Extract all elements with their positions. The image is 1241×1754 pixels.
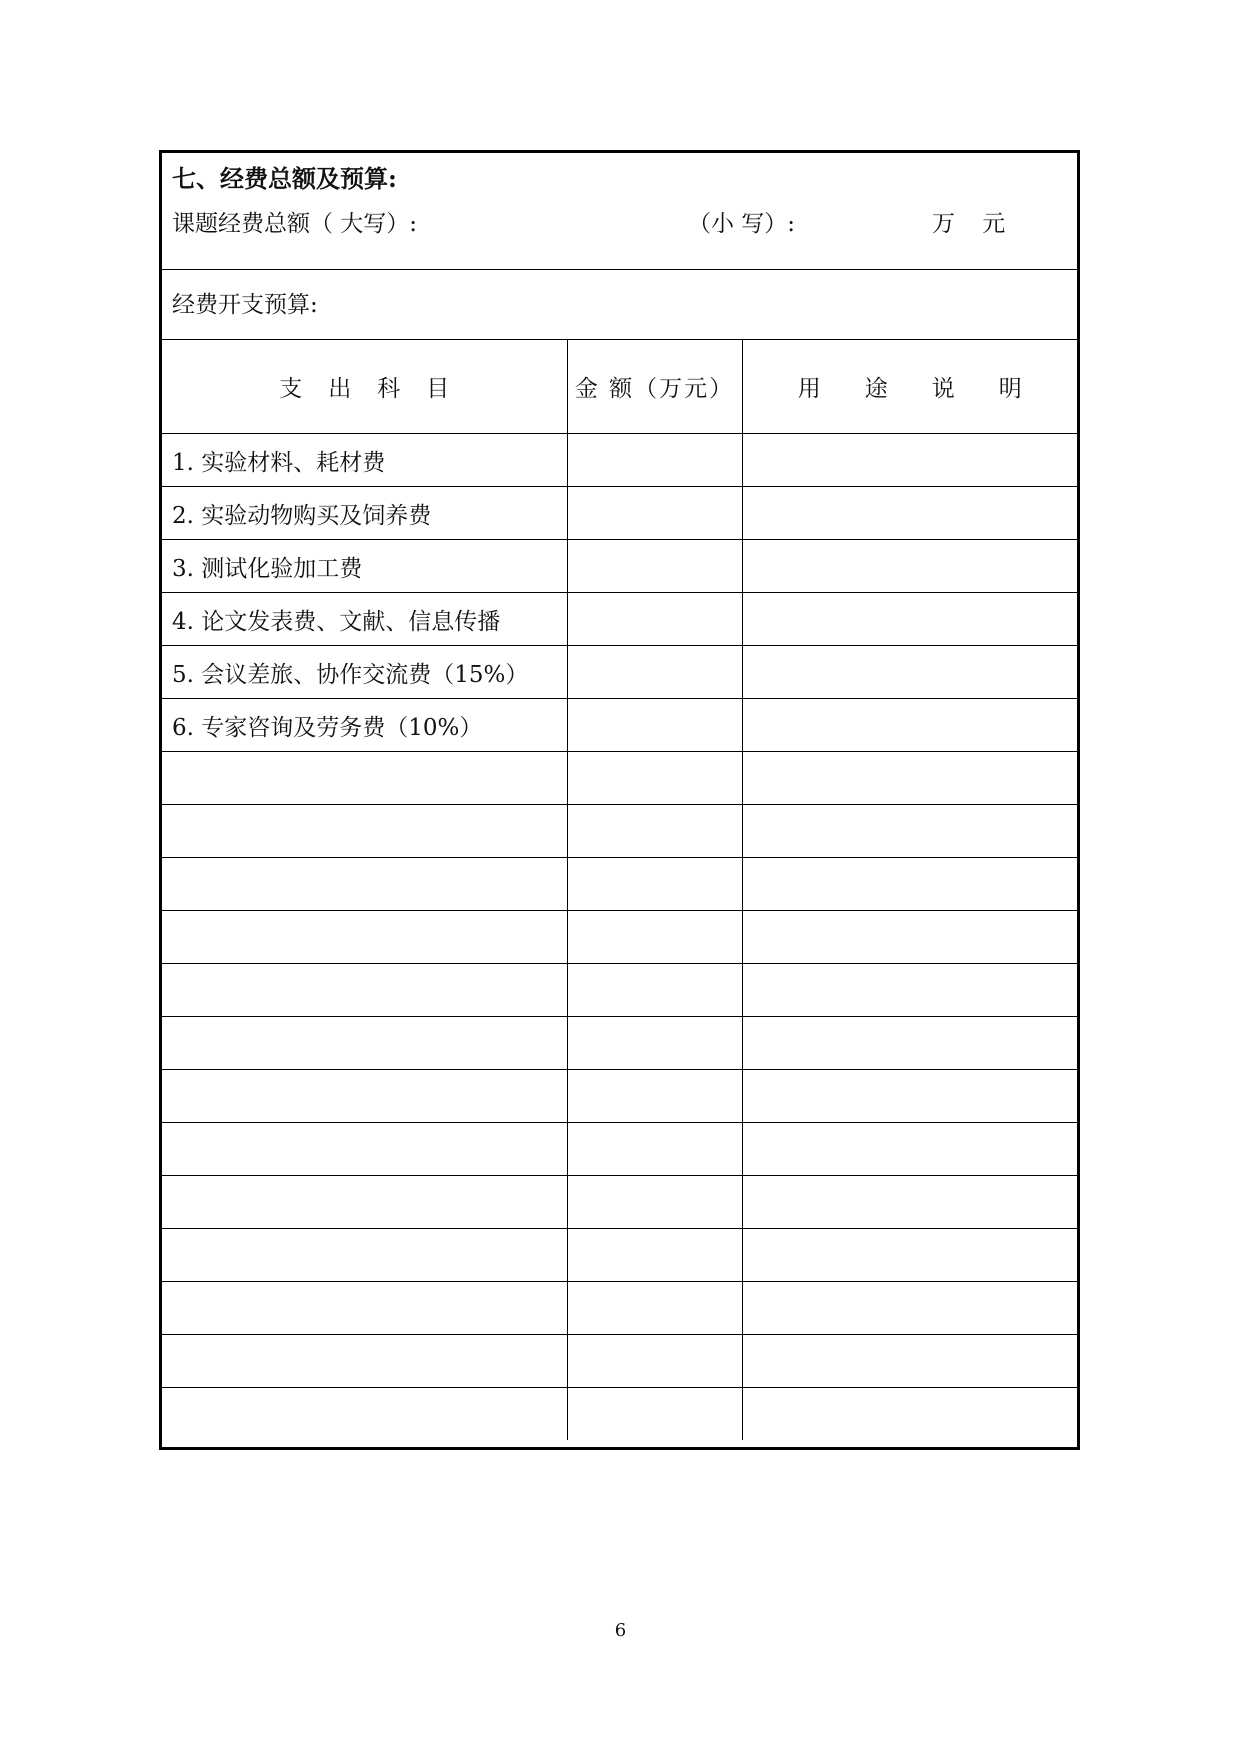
header-expense-item: 支出科目 [162,340,567,434]
expense-item-cell [162,964,567,1017]
expense-item-cell [162,1017,567,1070]
table-row [162,1282,1077,1335]
header-amount: 金 额（万元） [567,340,742,434]
amount-cell[interactable] [567,1388,742,1441]
expense-item-cell [162,1388,567,1441]
usage-cell[interactable] [742,1388,1077,1441]
usage-cell[interactable] [742,593,1077,646]
expense-item-cell [162,805,567,858]
expense-item-cell [162,1282,567,1335]
amount-cell[interactable] [567,699,742,752]
usage-cell[interactable] [742,1176,1077,1229]
amount-cell[interactable] [567,1335,742,1388]
funding-total-row [172,205,1062,237]
amount-cell[interactable] [567,1017,742,1070]
expense-item-cell: 1. 实验材料、耗材费 [162,434,567,487]
expense-item-cell: 6. 专家咨询及劳务费（10%） [162,699,567,752]
usage-cell[interactable] [742,1282,1077,1335]
expense-item-cell [162,752,567,805]
budget-form [159,150,1080,1450]
expense-item-cell: 4. 论文发表费、文献、信息传播 [162,593,567,646]
table-row [162,911,1077,964]
amount-cell[interactable] [567,1070,742,1123]
usage-cell[interactable] [742,540,1077,593]
usage-cell[interactable] [742,646,1077,699]
amount-cell[interactable] [567,1123,742,1176]
amount-cell[interactable] [567,805,742,858]
table-row [162,699,1077,752]
amount-cell[interactable] [567,434,742,487]
amount-cell[interactable] [567,752,742,805]
table-row [162,540,1077,593]
amount-cell[interactable] [567,646,742,699]
amount-cell[interactable] [567,1282,742,1335]
table-row [162,434,1077,487]
table-row [162,487,1077,540]
usage-cell[interactable] [742,434,1077,487]
budget-label: 经费开支预算: [172,292,318,318]
amount-cell[interactable] [567,540,742,593]
table-row [162,1335,1077,1388]
header-usage: 用途说明 [742,340,1077,434]
usage-cell[interactable] [742,1123,1077,1176]
table-header-row [162,340,1077,434]
usage-cell[interactable] [742,1017,1077,1070]
table-row [162,1123,1077,1176]
budget-subsection [162,270,1077,340]
expense-item-cell [162,1123,567,1176]
table-row [162,646,1077,699]
amount-cell[interactable] [567,487,742,540]
table-row [162,1388,1077,1441]
usage-cell[interactable] [742,805,1077,858]
expense-item-cell [162,1070,567,1123]
amount-cell[interactable] [567,593,742,646]
table-row [162,858,1077,911]
usage-cell[interactable] [742,699,1077,752]
table-row [162,805,1077,858]
expense-item-cell: 3. 测试化验加工费 [162,540,567,593]
usage-cell[interactable] [742,487,1077,540]
usage-cell[interactable] [742,1070,1077,1123]
usage-cell[interactable] [742,964,1077,1017]
expense-item-cell: 2. 实验动物购买及饲养费 [162,487,567,540]
table-row [162,1229,1077,1282]
page-number: 6 [614,1620,627,1641]
expense-item-cell [162,1229,567,1282]
usage-cell[interactable] [742,1229,1077,1282]
amount-cell[interactable] [567,858,742,911]
funding-total-section [162,153,1077,270]
total-amount-numeric-label: （小 写）: [688,211,796,237]
budget-table [162,340,1077,1440]
table-row [162,1070,1077,1123]
expense-item-cell: 5. 会议差旅、协作交流费（15%） [162,646,567,699]
table-row [162,964,1077,1017]
table-row [162,1176,1077,1229]
table-row [162,593,1077,646]
total-amount-uppercase-label: 课题经费总额（ 大写）: [172,211,418,237]
expense-item-cell [162,1335,567,1388]
usage-cell[interactable] [742,752,1077,805]
usage-cell[interactable] [742,911,1077,964]
expense-item-cell [162,858,567,911]
table-row [162,1017,1077,1070]
amount-cell[interactable] [567,1229,742,1282]
amount-cell[interactable] [567,911,742,964]
expense-item-cell [162,911,567,964]
usage-cell[interactable] [742,858,1077,911]
amount-cell[interactable] [567,964,742,1017]
amount-cell[interactable] [567,1176,742,1229]
usage-cell[interactable] [742,1335,1077,1388]
section-title: 七、经费总额及预算: [172,164,397,193]
expense-item-cell [162,1176,567,1229]
unit-label: 万 元 [932,211,1016,237]
table-row [162,752,1077,805]
